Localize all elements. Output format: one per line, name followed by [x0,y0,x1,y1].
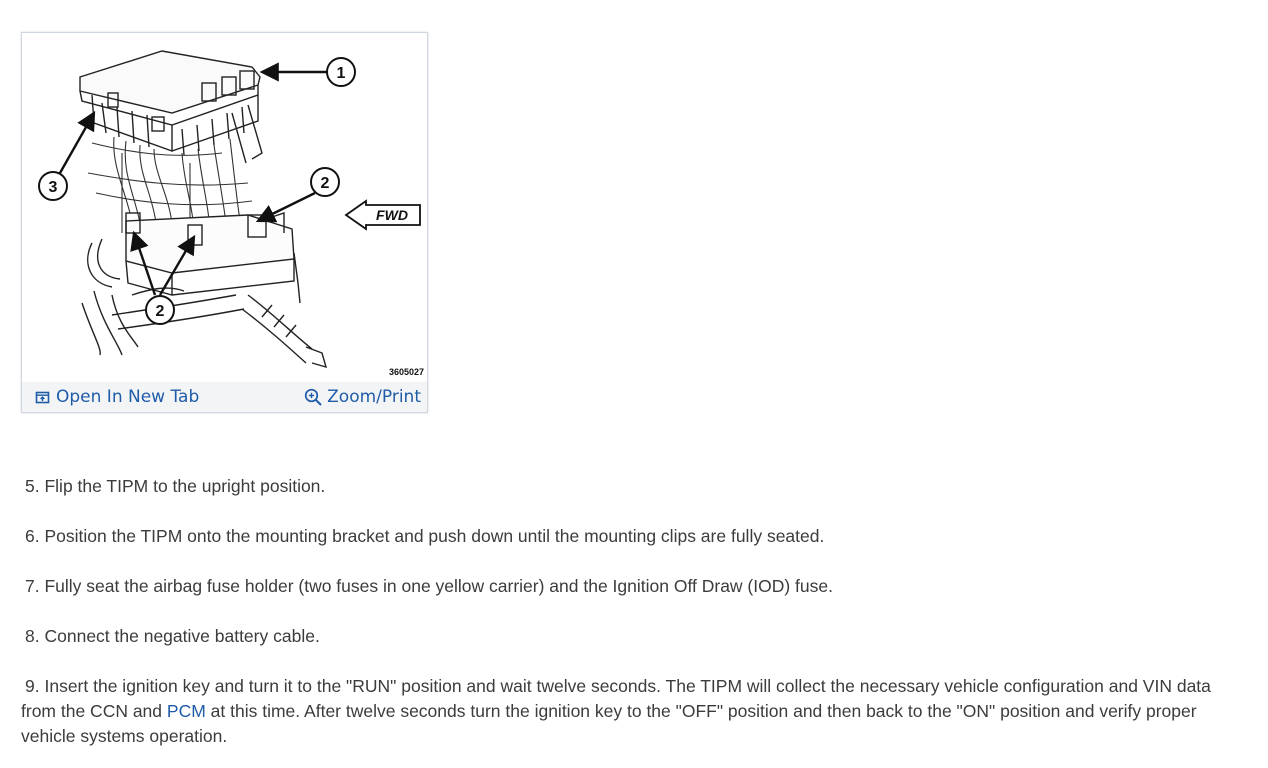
step-number: 8. [25,626,40,646]
figure-id: 3605027 [388,367,424,377]
step-8 [21,624,1247,649]
step-6 [21,524,1247,549]
open-in-new-tab-link[interactable] [35,386,199,408]
step-text-after-link: at this time. After twelve seconds turn the ignition key to the "OFF" position and then back to the "ON" position and verify proper vehicle systems operation. [21,701,1197,746]
callout-1 [327,58,355,86]
step-number: 9. [25,676,40,696]
fwd-label: FWD [376,207,408,223]
step-7 [21,574,1247,599]
callout-3 [39,172,67,200]
callout-2-lower [146,296,174,324]
step-text: Flip the TIPM to the upright position. [44,476,326,496]
step-number: 7. [25,576,40,596]
callout-2-upper-label: 2 [320,175,330,192]
figure-card [21,32,428,413]
figure-toolbar [22,382,427,412]
step-text: Fully seat the airbag fuse holder (two fuses in one yellow carrier) and the Ignition Off Draw (IOD) fuse. [44,576,833,596]
callout-3-label: 3 [48,179,58,196]
pcm-link[interactable]: PCM [166,701,206,721]
step-9 [21,674,1247,749]
step-text: Connect the negative battery cable. [44,626,320,646]
callout-2-upper [311,168,339,196]
tipm-installation-diagram [22,33,427,381]
step-text-before-link: Insert the ignition key and turn it to the "RUN" position and wait twelve seconds. The TIPM will collect the necessary vehicle configuration and VIN data from the CCN and [21,676,1211,721]
open-in-new-tab-icon [35,390,50,405]
callout-1-label: 1 [336,65,346,82]
step-text: Position the TIPM onto the mounting bracket and push down until the mounting clips are fully seated. [44,526,825,546]
fwd-arrow-icon [346,201,420,229]
zoom-print-label: Zoom/Print [327,387,421,407]
step-number: 5. [25,476,40,496]
zoom-print-link[interactable] [304,386,421,408]
step-number: 6. [25,526,40,546]
zoom-in-icon [304,388,323,407]
step-5 [21,474,1247,499]
open-in-new-tab-label: Open In New Tab [56,387,200,407]
callout-2-lower-label: 2 [155,303,165,320]
